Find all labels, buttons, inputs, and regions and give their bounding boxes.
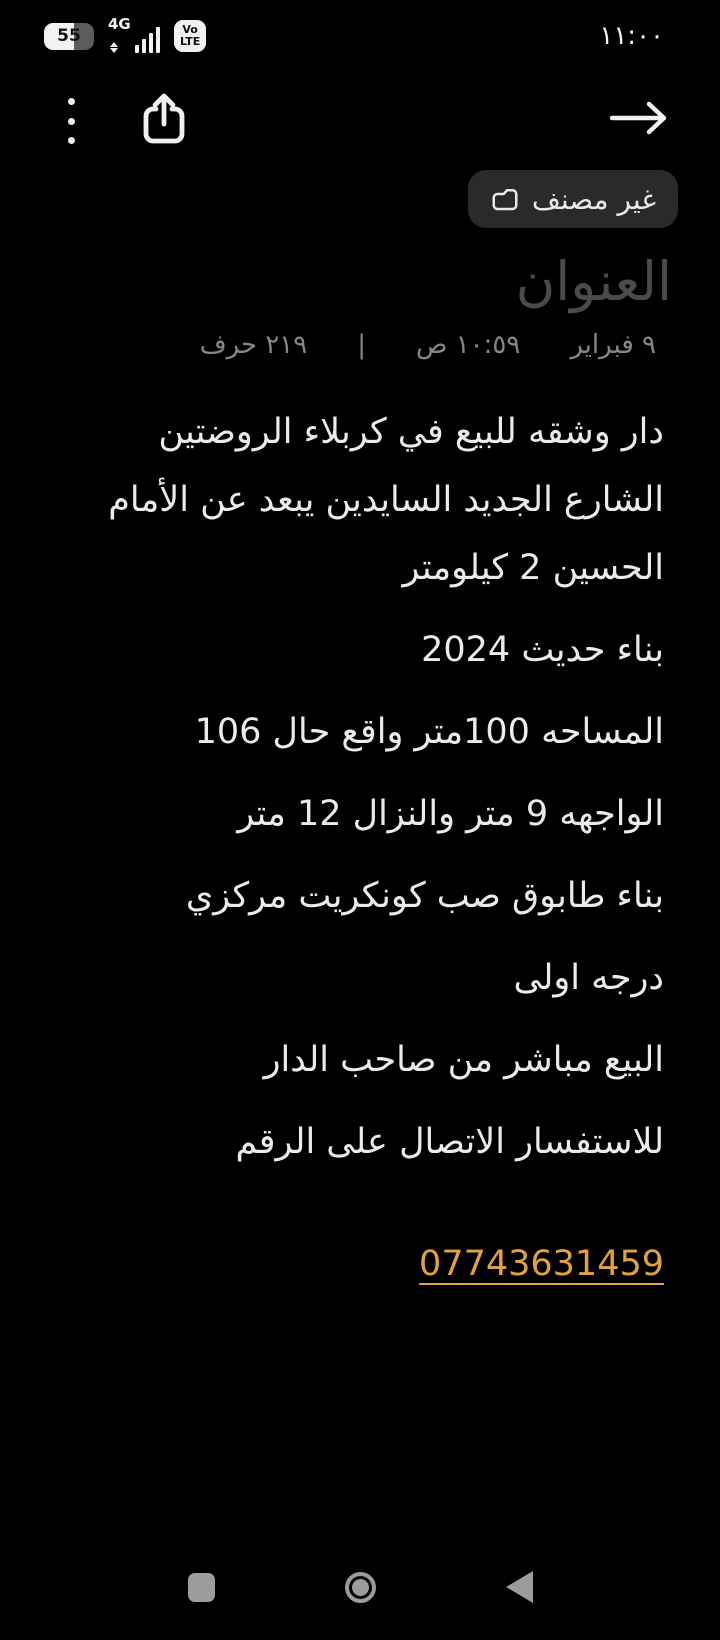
volte-line1: Vo: [182, 23, 198, 36]
note-paragraph: بناء حديث 2024: [421, 630, 664, 670]
note-paragraph: الواجهه 9 متر والنزال 12 متر: [237, 794, 664, 834]
note-time: ١٠:٥٩ ص: [416, 330, 521, 360]
category-chip-uncategorized[interactable]: [468, 170, 678, 228]
signal-icon: [108, 15, 160, 53]
note-date: ٩ فبراير: [570, 330, 656, 360]
folder-icon: [490, 185, 520, 213]
toolbar: [0, 84, 720, 154]
phone-number-link[interactable]: 07743631459: [419, 1244, 664, 1284]
back-arrow-icon[interactable]: [608, 98, 670, 138]
note-paragraph: درجه اولى: [513, 958, 664, 998]
phone-row: [68, 1230, 664, 1298]
recents-button-icon[interactable]: [188, 1573, 215, 1602]
battery-percent: 55: [57, 26, 81, 46]
status-bar: [0, 0, 720, 72]
signal-bars-icon: [135, 27, 160, 53]
share-icon[interactable]: [138, 90, 190, 148]
note-title-input[interactable]: العنوان: [515, 250, 672, 313]
volte-badge: [174, 20, 206, 52]
network-type-label: 4G: [108, 15, 131, 33]
note-paragraph: للاستفسار الاتصال على الرقم: [235, 1122, 664, 1162]
note-paragraph: بناء طابوق صب كونكريت مركزي: [185, 876, 664, 916]
status-indicators: [44, 15, 206, 53]
clock-time: ١١:٠٠: [599, 21, 664, 51]
home-button-icon[interactable]: [345, 1572, 376, 1603]
note-paragraph: المساحه 100متر واقع حال 106: [194, 712, 664, 752]
battery-icon: [44, 23, 94, 50]
volte-line2: LTE: [180, 35, 201, 48]
note-char-count: ٢١٩ حرف: [199, 330, 308, 360]
data-activity-arrows-icon: [110, 42, 118, 53]
note-body-editor[interactable]: [68, 398, 664, 1312]
meta-divider: |: [357, 330, 366, 360]
nav-back-button-icon[interactable]: [506, 1571, 533, 1603]
note-paragraph: دار وشقه للبيع في كربلاء الروضتين الشارع الجديد السايدين يبعد عن الأمام الحسين 2 كيلومتر: [108, 412, 664, 588]
category-chip-label: غير مصنف: [531, 182, 656, 216]
more-options-icon[interactable]: [60, 98, 82, 144]
android-nav-bar: [0, 1552, 720, 1622]
note-paragraph: البيع مباشر من صاحب الدار: [263, 1040, 664, 1080]
note-meta: [48, 330, 656, 360]
